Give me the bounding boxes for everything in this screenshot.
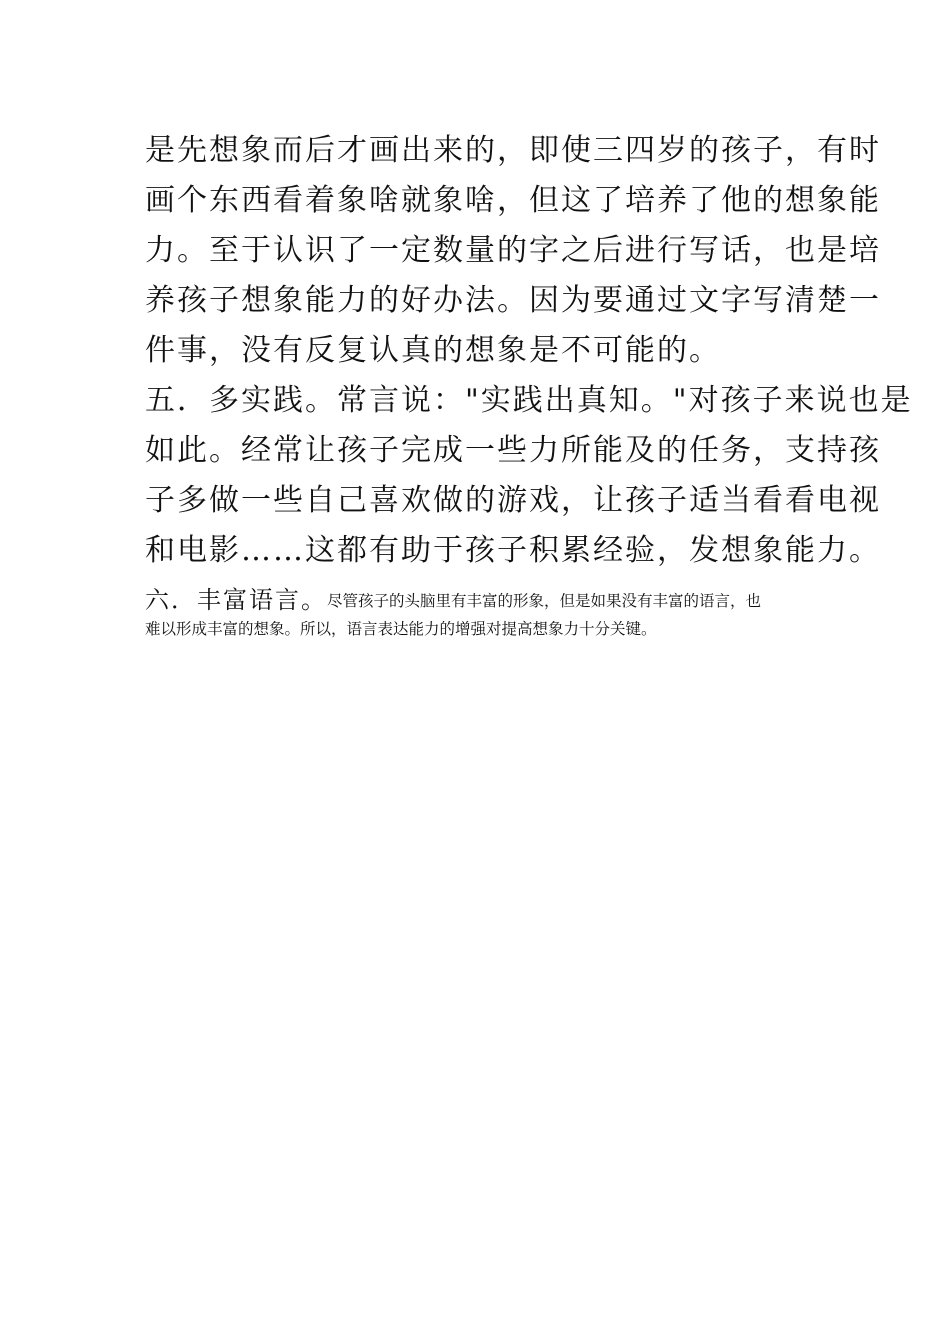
paragraph-line: 如此。经常让孩子完成一些力所能及的任务，支持孩 <box>145 433 881 468</box>
section-6-line-2: 难以形成丰富的想象。所以，语言表达能力的增强对提高想象力十分关键。 <box>145 620 657 638</box>
paragraph-line: 件事，没有反复认真的想象是不可能的。 <box>145 333 721 368</box>
section-6-heading: 六．丰富语言。 <box>145 586 327 614</box>
paragraph-line: 养孩子想象能力的好办法。因为要通过文字写清楚一 <box>145 283 881 318</box>
section-6-line-1 <box>145 586 810 615</box>
section-5-heading-line: 五．多实践。常言说："实践出真知。"对孩子来说也是 <box>145 383 913 418</box>
section-6-paragraph <box>145 586 810 643</box>
paragraph-line: 画个东西看着象啥就象啥，但这了培养了他的想象能 <box>145 183 881 218</box>
paragraph-line: 力。至于认识了一定数量的字之后进行写话，也是培 <box>145 233 881 268</box>
section-6-text: 尽管孩子的头脑里有丰富的形象，但是如果没有丰富的语言，也 <box>327 592 762 610</box>
paragraph-line: 子多做一些自己喜欢做的游戏，让孩子适当看看电视 <box>145 483 881 518</box>
paragraph-line: 是先想象而后才画出来的，即使三四岁的孩子，有时 <box>145 133 881 168</box>
paragraph-line: 和电影……这都有助于孩子积累经验，发想象能力。 <box>145 533 881 568</box>
